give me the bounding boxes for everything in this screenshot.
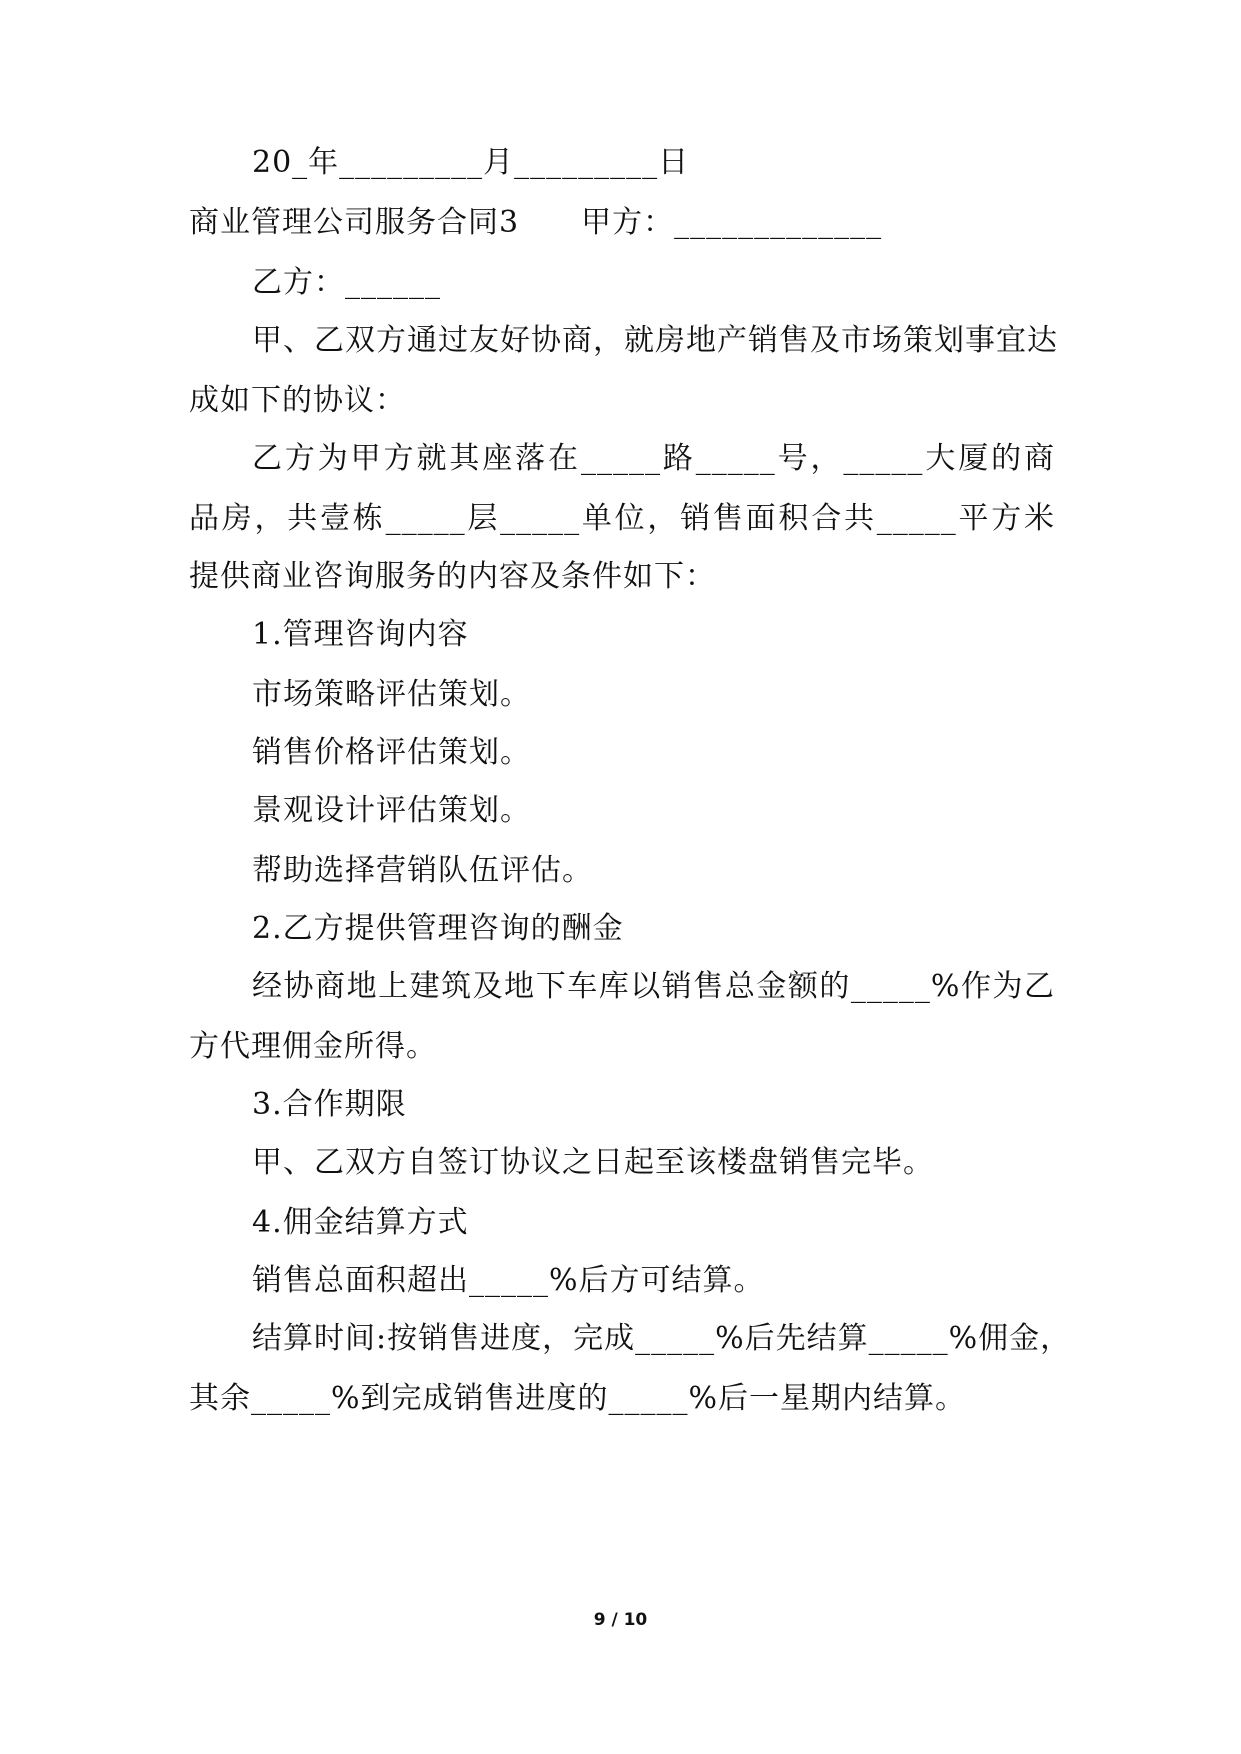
consulting-item-2: 销售价格评估策划。 (252, 735, 531, 770)
settlement-time-line-2: 其余_____%到完成销售进度的_____%后一星期内结算。 (189, 1381, 967, 1416)
contract-title-party-a-line: 商业管理公司服务合同3 甲方：_____________ (189, 205, 883, 240)
intro-paragraph-line-1: 甲、乙双方通过友好协商，就房地产销售及市场策划事宜达 (252, 323, 1058, 358)
intro-paragraph-line-2: 成如下的协议： (189, 383, 406, 418)
term-paragraph: 甲、乙双方自签订协议之日起至该楼盘销售完毕。 (252, 1145, 934, 1180)
consulting-item-1: 市场策略评估策划。 (252, 677, 531, 712)
property-paragraph-line-3: 提供商业咨询服务的内容及条件如下： (189, 559, 716, 594)
property-paragraph-line-1: 乙方为甲方就其座落在_____路_____号，_____大厦的商 (252, 441, 1055, 476)
commission-paragraph-line-2: 方代理佣金所得。 (189, 1029, 437, 1064)
settlement-condition-line: 销售总面积超出_____%后方可结算。 (252, 1263, 765, 1298)
property-paragraph-line-2: 品房，共壹栋_____层_____单位，销售面积合共_____平方米 (189, 501, 1055, 536)
section-4-heading: 4.佣金结算方式 (252, 1205, 469, 1240)
section-3-heading: 3.合作期限 (252, 1087, 407, 1122)
consulting-item-4: 帮助选择营销队伍评估。 (252, 853, 593, 888)
settlement-time-line-1: 结算时间:按销售进度，完成_____%后先结算_____%佣金， (252, 1321, 1072, 1356)
section-1-heading: 1.管理咨询内容 (252, 617, 469, 652)
consulting-item-3: 景观设计评估策划。 (252, 793, 531, 828)
commission-paragraph-line-1: 经协商地上建筑及地下车库以销售总金额的_____%作为乙 (252, 969, 1055, 1004)
section-2-heading: 2.乙方提供管理咨询的酬金 (252, 911, 624, 946)
page-number: 9 / 10 (593, 1610, 648, 1630)
party-b-line: 乙方：______ (252, 265, 441, 300)
date-line: 20_年_________月_________日 (252, 145, 690, 180)
